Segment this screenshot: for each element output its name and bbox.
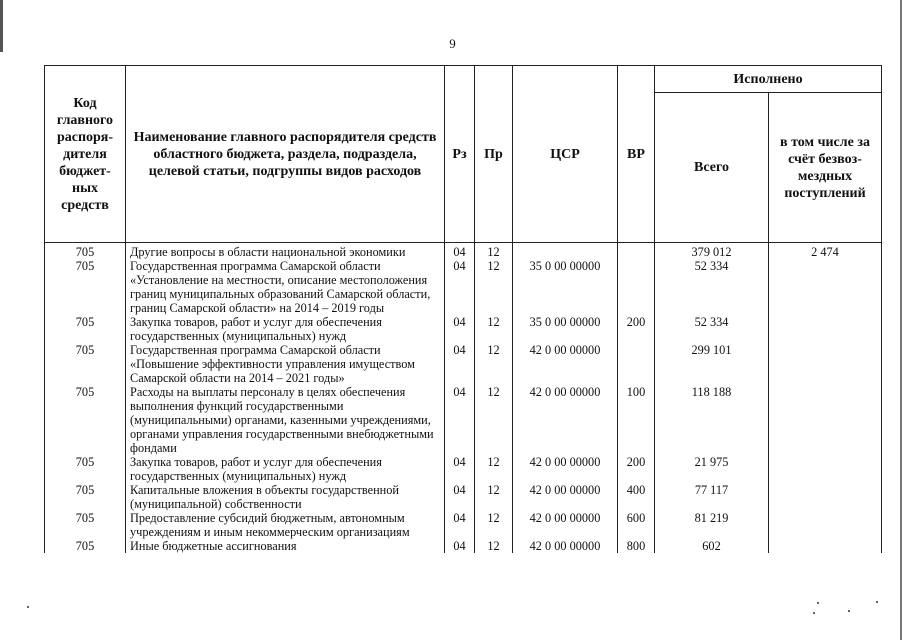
cell-pr: 12 — [475, 511, 513, 539]
scan-speck — [876, 601, 878, 603]
cell-rz: 04 — [445, 243, 475, 260]
cell-pr: 12 — [475, 539, 513, 553]
cell-free: 2 474 — [769, 243, 882, 260]
cell-csr — [513, 243, 618, 260]
table-row — [45, 315, 882, 343]
cell-code: 705 — [45, 511, 126, 539]
cell-csr: 42 0 00 00000 — [513, 511, 618, 539]
cell-code: 705 — [45, 385, 126, 455]
cell-total: 379 012 — [655, 243, 769, 260]
cell-rz: 04 — [445, 315, 475, 343]
cell-name: Капитальные вложения в объекты государственной (муниципальной) собственности — [126, 483, 445, 511]
cell-total: 299 101 — [655, 343, 769, 385]
cell-vr — [618, 343, 655, 385]
cell-vr: 200 — [618, 455, 655, 483]
table-row — [45, 483, 882, 511]
cell-code: 705 — [45, 343, 126, 385]
cell-csr: 42 0 00 00000 — [513, 343, 618, 385]
header-total: Всего — [655, 93, 769, 243]
header-code: Код главного распоря-дителя бюджет-ных средств — [45, 66, 126, 243]
scan-speck — [813, 612, 815, 614]
cell-name: Государственная программа Самарской области «Повышение эффективности управления имуществом Самарской области на 2014 – 2021 годы» — [126, 343, 445, 385]
cell-vr: 600 — [618, 511, 655, 539]
cell-pr: 12 — [475, 243, 513, 260]
cell-code: 705 — [45, 455, 126, 483]
cell-free — [769, 539, 882, 553]
header-free-prefix: в том числе за счёт безвоз-мездных — [780, 134, 870, 184]
cell-csr: 42 0 00 00000 — [513, 385, 618, 455]
cell-csr: 35 0 00 00000 — [513, 259, 618, 315]
cell-total: 77 117 — [655, 483, 769, 511]
cell-total: 52 334 — [655, 259, 769, 315]
cell-csr: 42 0 00 00000 — [513, 455, 618, 483]
cell-total: 81 219 — [655, 511, 769, 539]
header-name: Наименование главного распорядителя средств областного бюджета, раздела, подраздела, целевой статьи, подгруппы видов расходов — [126, 66, 445, 243]
header-pr: Пр — [475, 66, 513, 243]
scan-edge-right — [900, 0, 902, 640]
table-row — [45, 539, 882, 553]
cell-code: 705 — [45, 539, 126, 553]
cell-rz: 04 — [445, 539, 475, 553]
cell-name: Другие вопросы в области национальной экономики — [126, 243, 445, 260]
cell-code: 705 — [45, 315, 126, 343]
scan-speck — [817, 602, 819, 604]
table-header — [45, 66, 882, 243]
cell-code: 705 — [45, 259, 126, 315]
cell-csr: 35 0 00 00000 — [513, 315, 618, 343]
table-row — [45, 243, 882, 260]
cell-pr: 12 — [475, 385, 513, 455]
cell-free — [769, 315, 882, 343]
cell-free — [769, 511, 882, 539]
cell-pr: 12 — [475, 483, 513, 511]
cell-rz: 04 — [445, 343, 475, 385]
cell-vr: 400 — [618, 483, 655, 511]
cell-name: Закупка товаров, работ и услуг для обеспечения государственных (муниципальных) нужд — [126, 455, 445, 483]
cell-rz: 04 — [445, 483, 475, 511]
cell-name: Государственная программа Самарской области «Установление на местности, описание местоположения границ муниципальных образований Самарской области, границ Самарской области» на 2014 – 2019 годы — [126, 259, 445, 315]
cell-free — [769, 455, 882, 483]
cell-csr: 42 0 00 00000 — [513, 539, 618, 553]
header-free-suffix: поступлений — [784, 185, 866, 201]
header-rz: Рз — [445, 66, 475, 243]
header-executed: Исполнено — [655, 66, 882, 93]
cell-vr — [618, 259, 655, 315]
table-body — [45, 243, 882, 554]
cell-pr: 12 — [475, 315, 513, 343]
cell-total: 118 188 — [655, 385, 769, 455]
table-row — [45, 259, 882, 315]
cell-total: 52 334 — [655, 315, 769, 343]
cell-name: Предоставление субсидий бюджетным, автономным учреждениям и иным некоммерческим организациям — [126, 511, 445, 539]
scan-speck — [27, 606, 29, 608]
table-row — [45, 343, 882, 385]
table-row — [45, 455, 882, 483]
table-row — [45, 511, 882, 539]
cell-name: Иные бюджетные ассигнования — [126, 539, 445, 553]
cell-vr — [618, 243, 655, 260]
cell-rz: 04 — [445, 385, 475, 455]
page-number: 9 — [449, 36, 456, 51]
cell-pr: 12 — [475, 455, 513, 483]
scan-speck — [848, 610, 850, 612]
header-free — [769, 93, 882, 243]
cell-rz: 04 — [445, 455, 475, 483]
cell-free — [769, 259, 882, 315]
cell-pr: 12 — [475, 259, 513, 315]
cell-total: 21 975 — [655, 455, 769, 483]
cell-rz: 04 — [445, 511, 475, 539]
cell-total: 602 — [655, 539, 769, 553]
header-vr: ВР — [618, 66, 655, 243]
cell-code: 705 — [45, 243, 126, 260]
cell-csr: 42 0 00 00000 — [513, 483, 618, 511]
cell-name: Закупка товаров, работ и услуг для обеспечения государственных (муниципальных) нужд — [126, 315, 445, 343]
cell-pr: 12 — [475, 343, 513, 385]
cell-free — [769, 385, 882, 455]
cell-rz: 04 — [445, 259, 475, 315]
cell-free — [769, 483, 882, 511]
cell-code: 705 — [45, 483, 126, 511]
cell-vr: 200 — [618, 315, 655, 343]
cell-vr: 800 — [618, 539, 655, 553]
cell-name: Расходы на выплаты персоналу в целях обеспечения выполнения функций государственными (муниципальными) органами, казенными учреждениями, органами управления государственными внебюджетными фондами — [126, 385, 445, 455]
cell-vr: 100 — [618, 385, 655, 455]
cell-free — [769, 343, 882, 385]
header-csr: ЦСР — [513, 66, 618, 243]
budget-table — [44, 65, 882, 553]
table-row — [45, 385, 882, 455]
